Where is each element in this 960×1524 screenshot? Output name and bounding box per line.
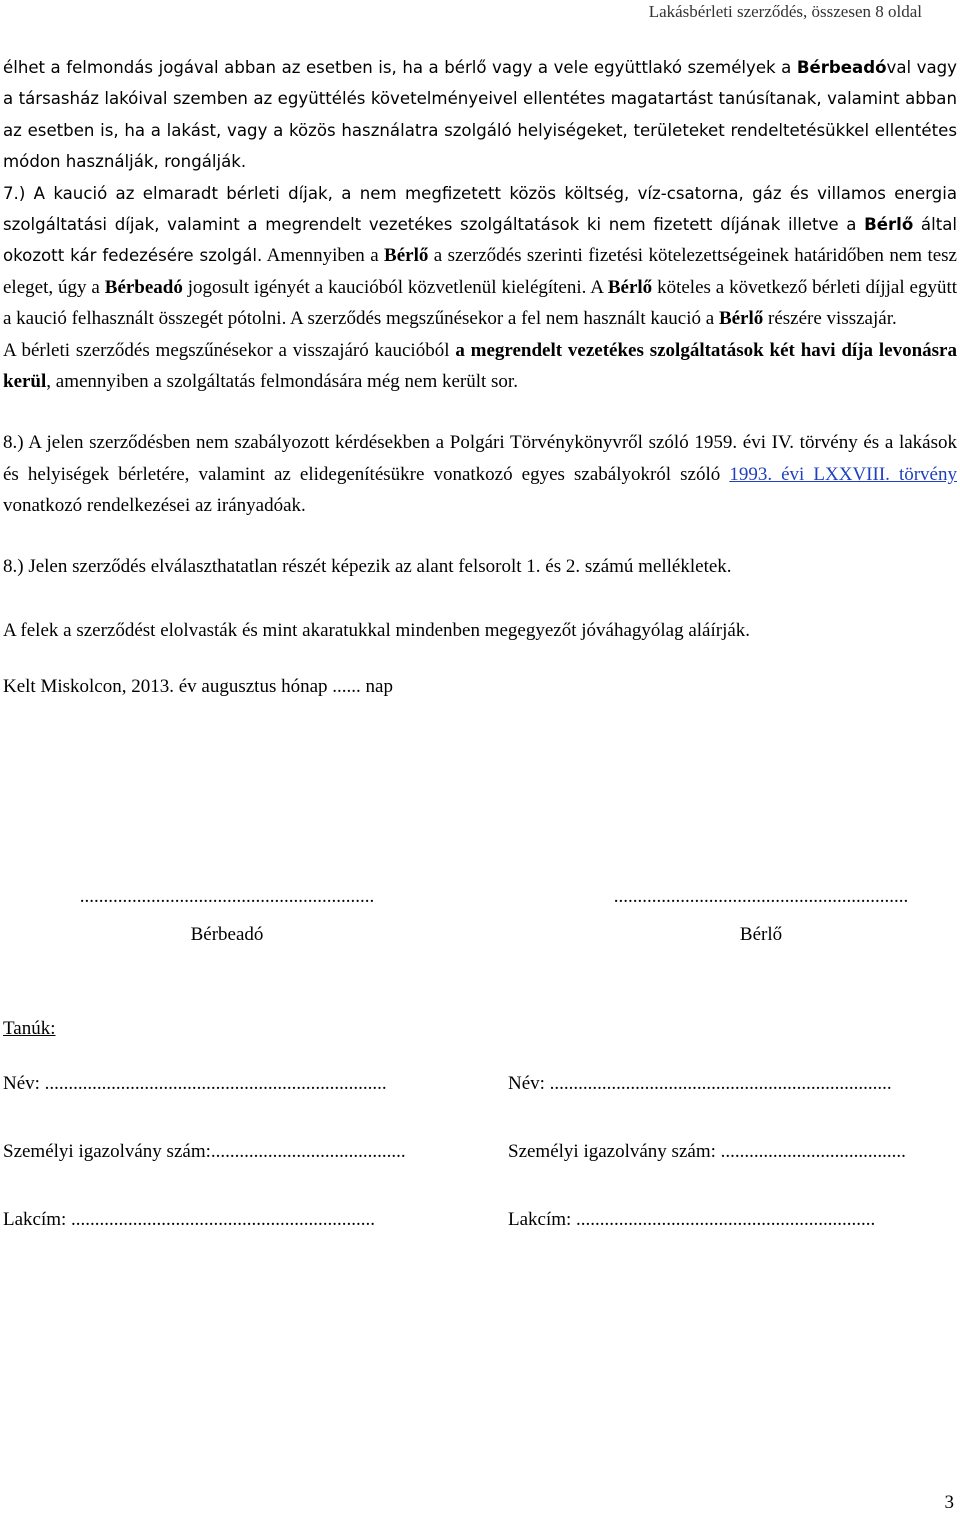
witness-1-name: Név: ........................................................................: [3, 1073, 387, 1094]
paragraph-date: Kelt Miskolcon, 2013. év augusztus hónap ...... nap: [3, 675, 393, 697]
document-body: [3, 52, 957, 702]
signature-label: Bérlő: [739, 924, 783, 945]
law-link[interactable]: 1993. évi LXXVIII. törvény: [729, 463, 957, 485]
paragraph-7-deposit: A bérleti szerződés megszűnésekor a visszajáró kaucióból a megrendelt vezetékes szolgáltatások két havi díja levonásra kerül, amennyiben a szolgáltatás felmondására még nem került sor.: [3, 339, 957, 393]
paragraph-continuation: élhet a felmondás jogával abban az esetben is, ha a bérlő vagy a vele együttlakó személyek a Bérbeadóval vagy a társasház lakóival szemben az együttélés követelményeivel ellentétes magatartást tanúsítanak, valamint abban az esetben is, ha a lakást, vagy a közös használatra szolgáló helyiségeket, területeket rendeltetésükkel ellentétes módon használják, rongálják.: [3, 58, 957, 172]
paragraph-7: 7.) A kaució az elmaradt bérleti díjak, a nem megfizetett közös költség, víz-csatorna, gáz és villamos energia szolgáltatási díjak, valamint a megrendelt vezetékes szolgáltatások ki nem fizetett díjának illetve a Bérlő által okozott kár fedezésére szolgál. Amennyiben a Bérlő a szerződés szerinti fizetési kötelezettségeinek határidőben nem tesz eleget, úgy a Bérbeadó jogosult igényét a kaucióból közvetlenül kielégíteni. A Bérlő köteles a következő bérleti díjjal együtt a kaució felhasznált összegét pótolni. A szerződés megszűnésekor a fel nem használt kaució a Bérlő részére visszajár.: [3, 183, 958, 330]
paragraph-agreement: A felek a szerződést elolvasták és mint akaratukkal mindenben megegyezőt jóváhagyólag aláírják.: [3, 619, 751, 641]
paragraph-8-attachments: 8.) Jelen szerződés elválaszthatatlan részét képezik az alant felsorolt 1. és 2. számú mellékletek.: [3, 555, 732, 577]
paragraph-8: 8.) A jelen szerződésben nem szabályozott kérdésekben a Polgári Törvénykönyvről szóló 1959. évi IV. törvény és a lakások és helyiségek bérletére, valamint az elidegenítésükre vonatkozó egyes szabályokról szóló 1993. évi LXXVIII. törvény vonatkozó rendelkezései az irányadóak.: [3, 432, 957, 517]
witness-1-address: Lakcím: ................................................................: [3, 1209, 376, 1230]
witnesses-title: Tanúk:: [3, 1018, 56, 1039]
witness-2-name: Név: ........................................................................: [508, 1073, 892, 1094]
page-number: 3: [944, 1492, 954, 1513]
signature-berbeado: [62, 883, 392, 949]
signature-line: ..............................................................: [79, 886, 375, 907]
witness-2-id: Személyi igazolvány szám: .......................................: [508, 1141, 906, 1162]
signature-line: ..............................................................: [613, 886, 909, 907]
witness-2-address: Lakcím: ...............................................................: [508, 1209, 876, 1230]
signature-label: Bérbeadó: [190, 924, 264, 945]
page-header: Lakásbérleti szerződés, összesen 8 oldal: [648, 2, 922, 21]
witness-1-id: Személyi igazolvány szám:.........................................: [3, 1141, 406, 1162]
term-berbeado: Bérbeadó: [796, 58, 887, 77]
signature-berlo: [567, 883, 955, 949]
